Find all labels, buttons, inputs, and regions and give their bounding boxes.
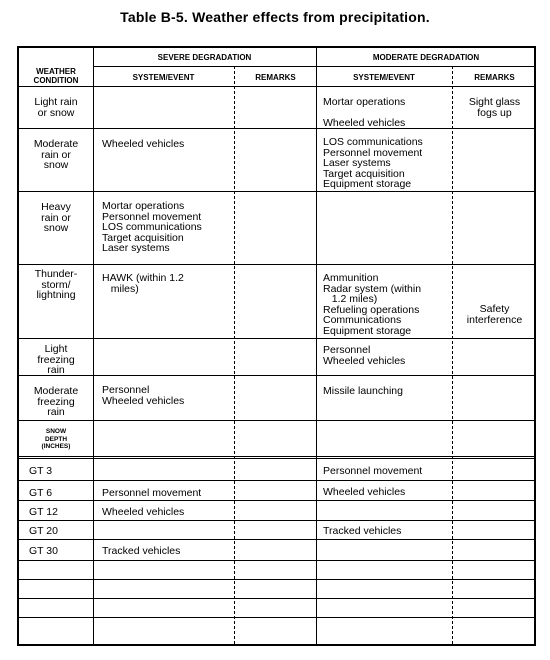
row-divider [19, 456, 536, 457]
header-severe-remarks: REMARKS [255, 73, 296, 82]
severe-system-event-cell: Personnel Wheeled vehicles [102, 384, 185, 407]
severe-system-event-cell: HAWK (within 1.2 miles) [102, 272, 184, 295]
condition-cell: GT 3 [29, 465, 53, 477]
header-severe-degradation: SEVERE DEGRADATION [157, 53, 252, 62]
condition-cell: GT 20 [29, 525, 58, 537]
row-divider [19, 520, 536, 521]
severe-system-event-cell: Wheeled vehicles [102, 138, 185, 150]
table-title: Table B-5. Weather effects from precipitation. [120, 9, 430, 25]
condition-cell: GT 30 [29, 545, 58, 557]
severe-system-event-cell: Mortar operations Personnel movement LOS communications Target acquisition Laser systems [102, 200, 202, 254]
row-divider [19, 264, 536, 265]
col-divider-moderate-remarks [452, 66, 453, 644]
header-divider-bottom [19, 86, 536, 87]
severe-system-event-cell: Personnel movement [102, 487, 202, 499]
moderate-system-event-cell: Ammunition Radar system (within 1.2 miles) Refueling operations Communications Equipment storage [323, 272, 422, 337]
row-divider [19, 480, 536, 481]
col-divider-severe-remarks [234, 66, 235, 644]
severe-system-event-cell: Tracked vehicles [102, 545, 181, 557]
condition-cell: Light rain or snow [34, 96, 78, 119]
row-divider [19, 579, 536, 580]
condition-cell: Thunder- storm/ lightning [34, 268, 78, 301]
col-divider-condition [93, 48, 94, 644]
condition-cell: Moderate rain or snow [33, 138, 79, 171]
moderate-system-event-cell: LOS communications Personnel movement Laser systems Target acquisition Equipment storage [323, 136, 423, 190]
condition-cell: Light freezing rain [37, 343, 75, 376]
header-moderate-system-event: SYSTEM/EVENT [353, 73, 415, 82]
moderate-system-event-cell: Personnel movement [323, 465, 423, 477]
moderate-remarks-cell: Sight glass fogs up [468, 96, 521, 119]
moderate-system-event-cell: Missile launching [323, 385, 403, 397]
moderate-system-event-cell: Tracked vehicles [323, 525, 402, 537]
condition-cell: GT 6 [29, 487, 53, 499]
moderate-system-event-cell: Personnel Wheeled vehicles [323, 344, 406, 367]
weather-effects-table [17, 46, 536, 646]
condition-cell: GT 12 [29, 506, 58, 518]
header-weather-condition: WEATHER CONDITION [33, 67, 79, 85]
snow-depth-label: SNOW DEPTH (INCHES) [41, 428, 71, 450]
severe-system-event-cell: Wheeled vehicles [102, 506, 185, 518]
col-divider-severe-moderate [316, 48, 317, 644]
header-severe-system-event: SYSTEM/EVENT [132, 73, 195, 82]
row-divider [19, 458, 536, 459]
row-divider [19, 338, 536, 339]
condition-cell: Heavy rain or snow [41, 201, 71, 234]
moderate-remarks-cell: Safety interference [466, 303, 523, 326]
row-divider [19, 539, 536, 540]
row-divider [19, 191, 536, 192]
row-divider [19, 375, 536, 376]
row-divider [19, 500, 536, 501]
moderate-system-event-cell: Mortar operations Wheeled vehicles [323, 96, 406, 129]
row-divider [19, 598, 536, 599]
moderate-system-event-cell: Wheeled vehicles [323, 486, 406, 498]
row-divider [19, 420, 536, 421]
header-moderate-remarks: REMARKS [474, 73, 515, 82]
row-divider [19, 617, 536, 618]
header-moderate-degradation: MODERATE DEGRADATION [372, 53, 480, 62]
row-divider [19, 560, 536, 561]
condition-cell: Moderate freezing rain [33, 385, 79, 418]
row-divider [19, 128, 536, 129]
header-divider-top [93, 66, 536, 67]
